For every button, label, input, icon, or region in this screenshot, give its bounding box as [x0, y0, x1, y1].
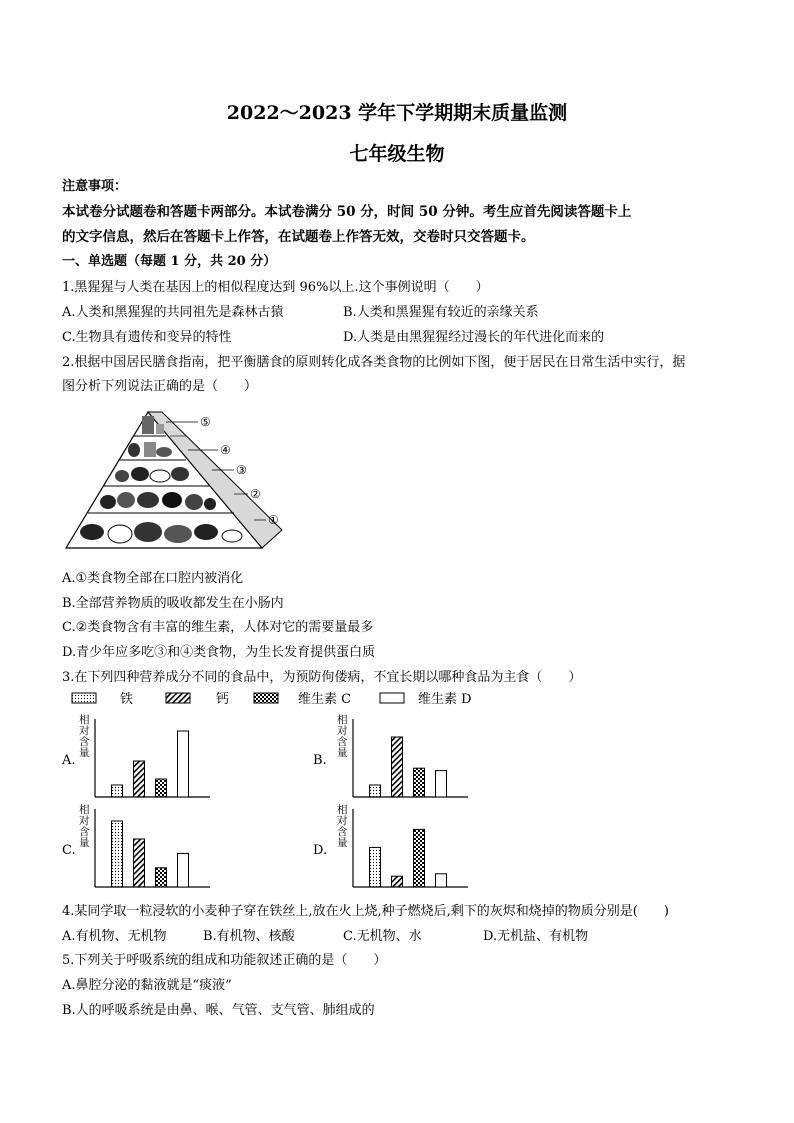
chart-ylabel-char: 对: [337, 815, 348, 827]
notice-heading: 注意事项：: [62, 179, 128, 194]
bar-iron: [370, 785, 381, 797]
q4-option-b: B.有机物、核酸: [203, 929, 295, 944]
chart-ylabel-char: 相: [337, 804, 348, 816]
chart-option-letter: B.: [313, 753, 327, 768]
chart-ylabel-char: 对: [79, 815, 90, 827]
bar-vitamin-c: [156, 868, 167, 887]
q3-chart-3: [62, 803, 210, 887]
chart-option-letter: C.: [62, 843, 76, 858]
q1-option-b: B.人类和黑猩猩有较近的亲缘关系: [343, 305, 539, 320]
chart-ylabel-char: 量: [79, 837, 90, 849]
q1-stem: 1.黑猩猩与人类在基因上的相似程度达到 96%以上.这个事例说明（ ）: [62, 280, 489, 295]
q4-option-c: C.无机物、水: [343, 929, 422, 944]
q1-option-d: D.人类是由黑猩猩经过漫长的年代进化而来的: [343, 330, 605, 345]
chart-ylabel-char: 含: [337, 736, 348, 748]
legend-label-vitamin-c: 维生素 C: [298, 692, 352, 707]
q2-option-c: C.②类食物含有丰富的维生素，人体对它的需要量最多: [62, 620, 374, 635]
pyramid-label-3: ③: [236, 463, 247, 477]
chart-ylabel-char: 对: [337, 725, 348, 737]
chart-ylabel-char: 含: [79, 826, 90, 838]
section-heading: 一、单选题（每题 1 分，共 20 分）: [62, 254, 277, 269]
q3-chart-1: [61, 713, 210, 797]
q4-option-d: D.无机盐、有机物: [483, 929, 589, 944]
q2-stem-2: 图分析下列说法正确的是（ ）: [62, 379, 258, 394]
pyramid-label-4: ④: [220, 443, 231, 457]
notice-line-1: 本试卷分试题卷和答题卡两部分。本试卷满分 50 分，时间 50 分钟。考生应首先阅读答题卡上: [62, 204, 632, 220]
chart-ylabel-char: 量: [337, 837, 348, 849]
bar-vitamin-c: [414, 768, 425, 797]
chart-ylabel-char: 含: [79, 736, 90, 748]
bar-vitamin-d: [178, 853, 189, 887]
q4-option-a: A.有机物、无机物: [62, 929, 167, 944]
q3-chart-4: [313, 803, 468, 887]
q3-stem: 3.在下列四种营养成分不同的食品中，为预防佝偻病，不宜长期以哪种食品为主食（ ）: [62, 670, 582, 685]
q2-option-a: A.①类食物全部在口腔内被消化: [62, 571, 244, 586]
pyramid-label-5: ⑤: [200, 415, 211, 429]
bar-calcium: [134, 761, 145, 797]
q5-option-b: B.人的呼吸系统是由鼻、喉、气管、支气管、肺组成的: [62, 1003, 375, 1018]
chart-ylabel-char: 对: [79, 725, 90, 737]
legend-label-calcium: 钙: [216, 692, 230, 707]
pyramid-label-1: ①: [268, 513, 279, 527]
exam-title: 2022～2023 学年下学期期末质量监测: [226, 102, 568, 124]
q5-stem: 5.下列关于呼吸系统的组成和功能叙述正确的是（ ）: [62, 953, 387, 968]
q2-option-d: D.青少年应多吃③和④类食物，为生长发育提供蛋白质: [62, 645, 376, 660]
exam-subtitle: 七年级生物: [349, 143, 445, 165]
chart-ylabel-char: 相: [337, 714, 348, 726]
bar-iron: [370, 847, 381, 887]
bar-vitamin-c: [414, 829, 425, 887]
bar-vitamin-d: [436, 874, 447, 887]
bar-vitamin-c: [156, 779, 167, 797]
legend-label-iron: 铁: [120, 692, 134, 707]
chart-ylabel-char: 量: [337, 747, 348, 759]
q1-option-a: A.人类和黑猩猩的共同祖先是森林古猿: [62, 305, 284, 320]
bar-calcium: [134, 839, 145, 887]
q2-option-b: B.全部营养物质的吸收都发生在小肠内: [62, 596, 284, 611]
chart-option-letter: D.: [313, 843, 328, 858]
chart-ylabel-char: 含: [337, 826, 348, 838]
chart-ylabel-char: 量: [79, 747, 90, 759]
chart-ylabel-char: 相: [79, 714, 90, 726]
legend-label-vitamin-d: 维生素 D: [418, 692, 472, 707]
chart-option-letter: A.: [62, 753, 76, 768]
chart-ylabel-char: 相: [79, 804, 90, 816]
q3-chart-2: [313, 713, 468, 797]
bar-calcium: [392, 737, 403, 797]
q2-stem-1: 2.根据中国居民膳食指南，把平衡膳食的原则转化成各类食物的比例如下图，便于居民在日常生活中实行，据: [62, 355, 686, 370]
q4-stem: 4.某同学取一粒浸软的小麦种子穿在铁丝上,放在火上烧,种子燃烧后,剩下的灰烬和烧掉的物质分别是( ): [62, 904, 669, 919]
bar-iron: [112, 821, 123, 887]
pyramid-label-2: ②: [250, 487, 261, 501]
bar-calcium: [392, 876, 403, 887]
q1-option-c: C.生物具有遗传和变异的特性: [62, 330, 232, 345]
notice-line-2: 的文字信息，然后在答题卡上作答，在试题卷上作答无效，交卷时只交答题卡。: [62, 229, 535, 245]
bar-vitamin-d: [436, 771, 447, 797]
bar-vitamin-d: [178, 731, 189, 797]
bar-iron: [112, 785, 123, 797]
q5-option-a: A.鼻腔分泌的黏液就是“痰液”: [62, 978, 232, 993]
